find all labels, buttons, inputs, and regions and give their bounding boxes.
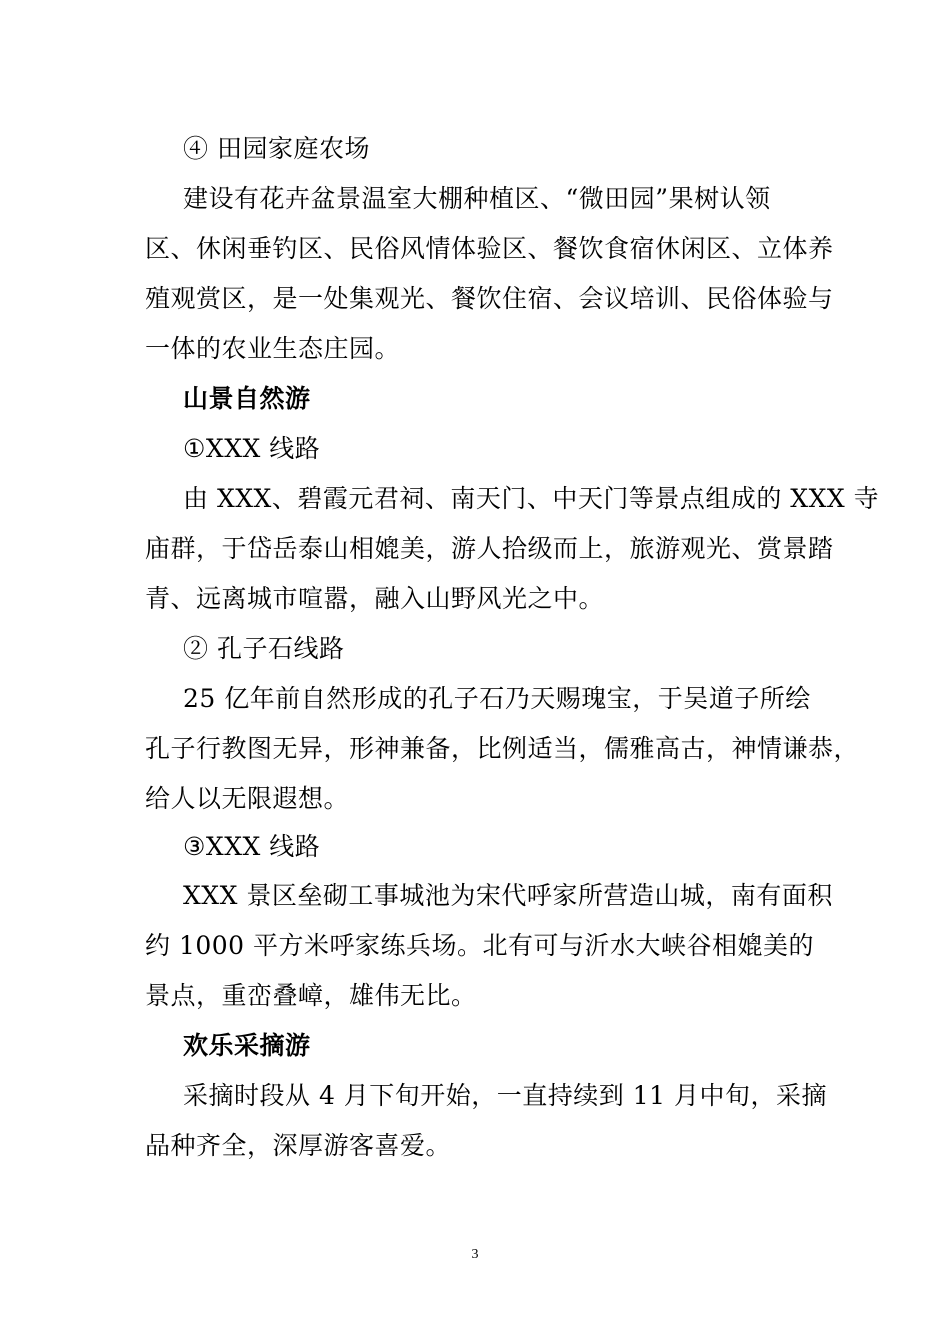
- paragraph-line: 建设有花卉盆景温室大棚种植区、“微田园”果树认领: [183, 184, 771, 213]
- paragraph-line: 孔子行教图无异，形神兼备，比例适当，儒雅高古，神情谦恭，: [145, 734, 860, 763]
- paragraph-line: 殖观赏区，是一处集观光、餐饮住宿、会议培训、民俗体验与: [145, 284, 834, 313]
- paragraph-line: XXX 景区垒砌工事城池为宋代呼家所营造山城，南有面积: [183, 881, 833, 910]
- paragraph-line: 景点，重峦叠嶂，雄伟无比。: [145, 981, 477, 1010]
- item-heading-route-1: ①XXX 线路: [183, 434, 321, 463]
- paragraph-line: 采摘时段从 4 月下旬开始，一直持续到 11 月中旬，采摘: [183, 1081, 828, 1110]
- paragraph-line: 品种齐全，深厚游客喜爱。: [145, 1131, 452, 1160]
- paragraph-line: 给人以无限遐想。: [145, 784, 350, 813]
- item-heading-route-3: ③XXX 线路: [183, 832, 321, 861]
- paragraph-line: 25 亿年前自然形成的孔子石乃天赐瑰宝，于吴道子所绘: [183, 684, 811, 713]
- section-heading-mountain-tour: 山景自然游: [183, 384, 311, 413]
- paragraph-line: 一体的农业生态庄园。: [145, 334, 401, 363]
- item-heading-pastoral-farm: ④ 田园家庭农场: [183, 134, 370, 163]
- paragraph-line: 区、休闲垂钓区、民俗风情体验区、餐饮食宿休闲区、立体养: [145, 234, 834, 263]
- page-number: 3: [471, 1247, 479, 1262]
- section-heading-picking-tour: 欢乐采摘游: [183, 1031, 311, 1060]
- paragraph-line: 庙群，于岱岳泰山相媲美，游人拾级而上，旅游观光、赏景踏: [145, 534, 834, 563]
- item-heading-route-2: ② 孔子石线路: [183, 634, 345, 663]
- paragraph-line: 青、远离城市喧嚣，融入山野风光之中。: [145, 584, 605, 613]
- paragraph-line: 约 1000 平方米呼家练兵场。北有可与沂水大峡谷相媲美的: [145, 931, 815, 960]
- paragraph-line: 由 XXX、碧霞元君祠、南天门、中天门等景点组成的 XXX 寺: [183, 484, 880, 513]
